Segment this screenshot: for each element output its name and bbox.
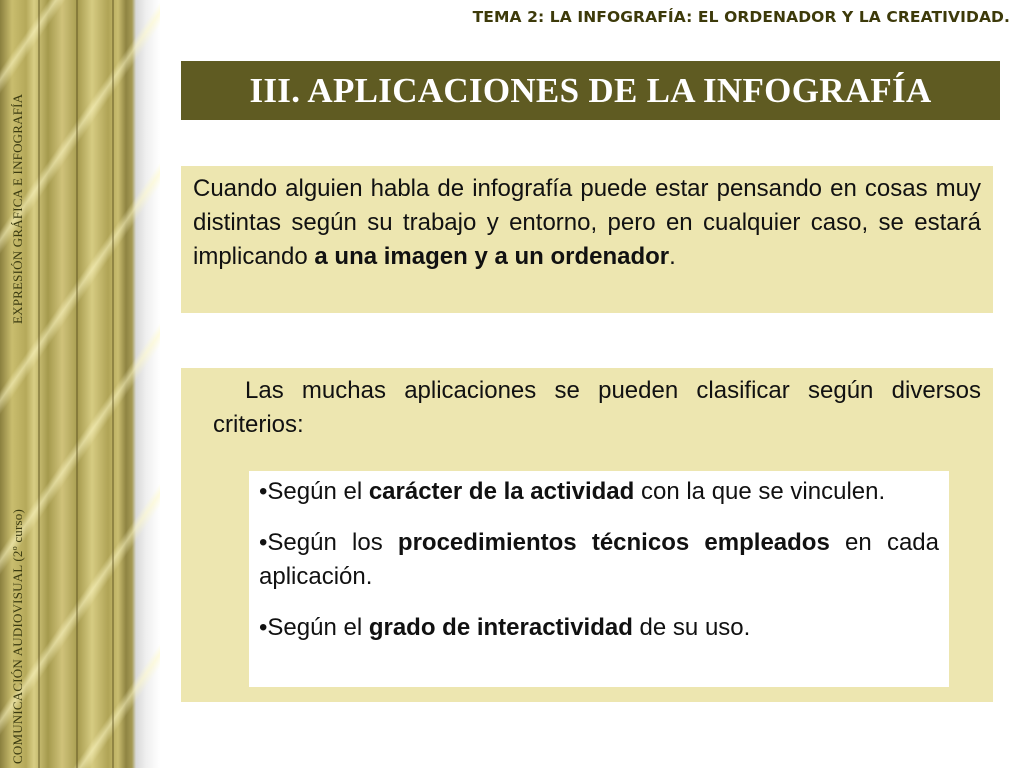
- intro-box: [181, 166, 993, 313]
- list-item-text: •Según el: [259, 614, 369, 641]
- list-item-text: •Según los: [259, 529, 398, 556]
- topic-header: TEMA 2: LA INFOGRAFÍA: EL ORDENADOR Y LA CREATIVIDAD.: [472, 8, 1010, 26]
- list-item: [259, 611, 939, 645]
- sidebar-course-title: EXPRESIÓN GRÁFICA E INFOGRAFÍA: [10, 93, 25, 324]
- slide-title: [181, 61, 1000, 120]
- criteria-list: [249, 471, 949, 687]
- intro-emphasis: a una imagen y a un ordenador: [314, 243, 670, 270]
- slide-title-text: III. APLICACIONES DE LA INFOGRAFÍA: [249, 70, 932, 110]
- list-item-text-end: en cada aplicación.: [259, 529, 939, 590]
- sidebar-divider: [112, 0, 114, 768]
- intro-paragraph: [193, 172, 981, 274]
- list-item-emphasis: carácter de la actividad: [368, 478, 635, 505]
- sidebar-course-subtitle: COMUNICACIÓN AUDIOVISUAL (2º curso): [10, 508, 25, 764]
- sidebar-divider: [38, 0, 40, 768]
- list-item-text-end: con la que se vinculen.: [634, 478, 886, 505]
- list-item: [259, 526, 939, 594]
- list-item-emphasis: procedimientos técnicos empleados: [397, 529, 830, 556]
- decorative-sidebar: [0, 0, 160, 768]
- list-item: [259, 475, 939, 509]
- list-item-text: •Según el: [259, 478, 369, 505]
- list-item-text-end: de su uso.: [632, 614, 751, 641]
- intro-text-end: .: [669, 243, 676, 270]
- sidebar-divider: [76, 0, 78, 768]
- list-item-emphasis: grado de interactividad: [368, 614, 633, 641]
- criteria-box: [181, 368, 993, 702]
- intro-text: Cuando alguien habla de infografía puede estar pensando en cosas muy distintas según su trabajo y entorno, pero en cualquier caso, se estará implicando: [193, 175, 981, 270]
- criteria-lead: Las muchas aplicaciones se pueden clasificar según diversos criterios:: [213, 377, 981, 438]
